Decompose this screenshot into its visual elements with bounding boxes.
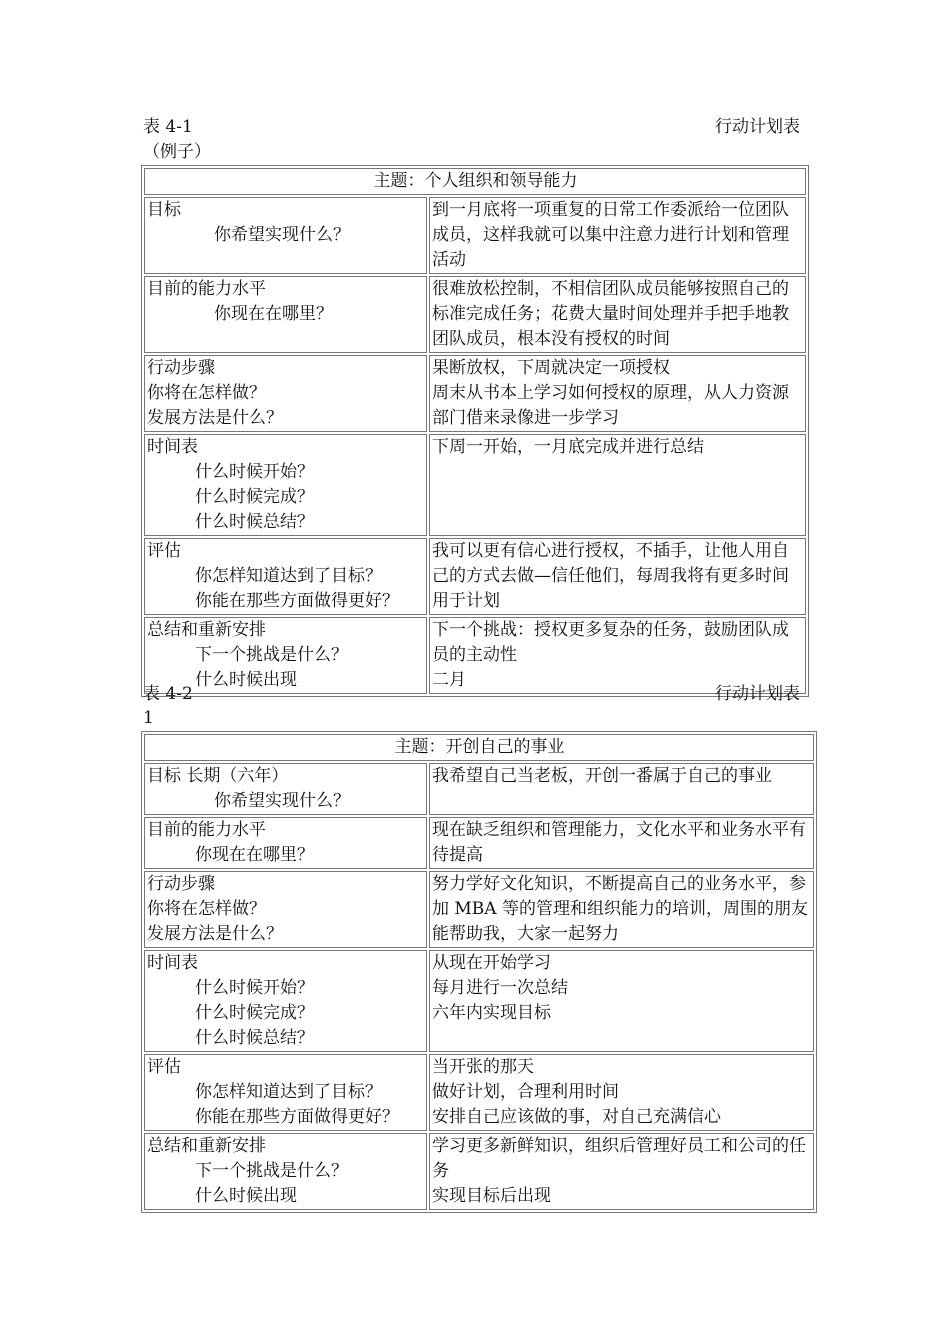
table-row (144, 434, 806, 536)
row-question: 你能在那些方面做得更好？ (195, 1107, 399, 1127)
row-heading: 总结和重新安排 (147, 1136, 266, 1156)
row-label-cell (144, 197, 427, 274)
row-heading: 时间表 (147, 437, 198, 457)
row-label-cell (144, 355, 427, 432)
table2-caption (143, 682, 800, 707)
table-row (144, 950, 814, 1052)
action-plan-table-2 (141, 731, 817, 1213)
table-row (144, 197, 806, 274)
row-question: 什么时候完成？ (195, 487, 314, 507)
row-answer-cell (429, 434, 806, 536)
row-answer-cell (429, 871, 814, 948)
row-label-cell (144, 1054, 427, 1131)
row-question: 什么时候开始？ (195, 978, 314, 998)
row-answer-cell (429, 355, 806, 432)
row-answer-text: 从现在开始学习 (432, 953, 551, 973)
row-question: 什么时候总结？ (195, 1028, 314, 1048)
table-row (144, 355, 806, 432)
row-question: 下一个挑战是什么？ (195, 1161, 348, 1181)
row-label-cell (144, 1133, 427, 1210)
table1-subcaption: （例子） (143, 142, 211, 162)
row-answer-text: 我可以更有信心进行授权，不插手，让他人用自己的方式去做—信任他们，每周我将有更多时间用于计划 (432, 541, 789, 611)
row-answer-text: 每月进行一次总结 (432, 978, 568, 998)
row-answer-text: 周末从书本上学习如何授权的原理，从人力资源部门借来录像进一步学习 (432, 383, 789, 428)
row-question: 你怎样知道达到了目标？ (195, 1082, 382, 1102)
row-answer-text: 到一月底将一项重复的日常工作委派给一位团队成员，这样我就可以集中注意力进行计划和管理活动 (432, 200, 789, 270)
row-answer-text: 下一个挑战：授权更多复杂的任务，鼓励团队成员的主动性 (432, 620, 789, 665)
row-heading: 目标 (147, 200, 181, 220)
table-row (144, 538, 806, 615)
table2-caption-left: 表 4-2 (143, 684, 193, 704)
row-question: 你怎样知道达到了目标？ (195, 566, 382, 586)
row-question: 你将在怎样做？ (147, 383, 266, 403)
row-answer-text: 做好计划，合理利用时间 (432, 1082, 619, 1102)
row-answer-text: 很难放松控制，不相信团队成员能够按照自己的标准完成任务；花费大量时间处理并手把手地教团队成员，根本没有授权的时间 (432, 279, 789, 349)
row-question: 你现在在哪里？ (214, 304, 333, 324)
row-answer-cell (429, 276, 806, 353)
row-heading: 总结和重新安排 (147, 620, 266, 640)
row-heading: 目标 长期（六年） (147, 766, 289, 786)
row-question: 什么时候出现 (195, 1186, 297, 1206)
row-answer-cell (429, 538, 806, 615)
row-answer-cell (429, 817, 814, 869)
row-heading: 行动步骤 (147, 358, 215, 378)
row-answer-text: 现在缺乏组织和管理能力，文化水平和业务水平有待提高 (432, 820, 806, 865)
row-question: 什么时候出现 (195, 670, 297, 690)
table2-caption-right: 行动计划表 (715, 684, 800, 704)
row-heading: 评估 (147, 1057, 181, 1077)
row-question: 什么时候总结？ (195, 512, 314, 532)
row-answer-text: 下周一开始，一月底完成并进行总结 (432, 437, 704, 457)
row-answer-cell (429, 197, 806, 274)
table1-title: 主题：个人组织和领导能力 (144, 168, 806, 195)
row-answer-text: 当开张的那天 (432, 1057, 534, 1077)
row-question: 下一个挑战是什么？ (195, 645, 348, 665)
row-question: 你希望实现什么？ (214, 791, 350, 811)
row-question: 你将在怎样做？ (147, 899, 266, 919)
row-answer-text: 学习更多新鲜知识，组织后管理好员工和公司的任务 (432, 1136, 806, 1181)
table-row (144, 1133, 814, 1210)
row-answer-cell (429, 763, 814, 815)
row-answer-cell (429, 950, 814, 1052)
row-answer-text: 安排自己应该做的事，对自己充满信心 (432, 1107, 721, 1127)
row-answer-text: 我希望自己当老板，开创一番属于自己的事业 (432, 766, 772, 786)
table1-caption (143, 115, 800, 140)
row-label-cell (144, 763, 427, 815)
table-row (144, 817, 814, 869)
row-question: 什么时候完成？ (195, 1003, 314, 1023)
row-answer-cell (429, 1133, 814, 1210)
row-question: 发展方法是什么？ (147, 408, 283, 428)
table-row (144, 276, 806, 353)
row-heading: 时间表 (147, 953, 198, 973)
row-heading: 评估 (147, 541, 181, 561)
table-row (144, 763, 814, 815)
table2-title: 主题：开创自己的事业 (144, 734, 814, 761)
row-heading: 目前的能力水平 (147, 279, 266, 299)
table-row (144, 871, 814, 948)
row-heading: 行动步骤 (147, 874, 215, 894)
row-label-cell (144, 950, 427, 1052)
row-answer-text: 实现目标后出现 (432, 1186, 551, 1206)
table1-caption-left: 表 4-1 (143, 117, 193, 137)
action-plan-table-1 (141, 165, 809, 697)
row-heading: 目前的能力水平 (147, 820, 266, 840)
row-label-cell (144, 276, 427, 353)
table-row (144, 1054, 814, 1131)
row-question: 你现在在哪里？ (195, 845, 314, 865)
table1-caption-right: 行动计划表 (715, 117, 800, 137)
row-question: 发展方法是什么？ (147, 924, 283, 944)
row-question: 你希望实现什么？ (214, 225, 350, 245)
row-label-cell (144, 817, 427, 869)
table2-subcaption: 1 (143, 708, 154, 728)
row-label-cell (144, 434, 427, 536)
row-answer-text: 努力学好文化知识，不断提高自己的业务水平，参加 MBA 等的管理和组织能力的培训，周围的朋友能帮助我，大家一起努力 (432, 874, 808, 944)
row-answer-text: 六年内实现目标 (432, 1003, 551, 1023)
row-label-cell (144, 871, 427, 948)
row-question: 你能在那些方面做得更好？ (195, 591, 399, 611)
row-answer-cell (429, 1054, 814, 1131)
row-label-cell (144, 538, 427, 615)
row-answer-text: 二月 (432, 670, 466, 690)
row-answer-text: 果断放权，下周就决定一项授权 (432, 358, 670, 378)
row-question: 什么时候开始？ (195, 462, 314, 482)
